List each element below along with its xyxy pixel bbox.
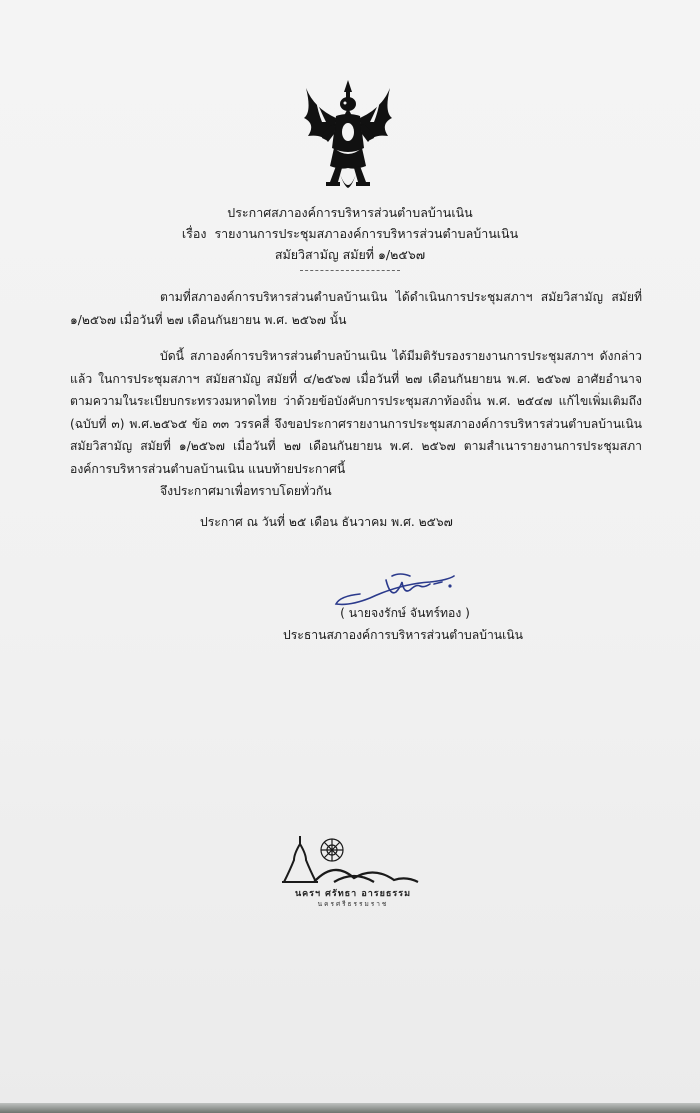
paragraph-1 (70, 286, 642, 331)
logo-text: นครฯ ศรัทธา อารยธรรม (294, 889, 411, 899)
page-edge-strip (0, 1103, 700, 1113)
announcement-date: ประกาศ ณ วันที่ ๒๕ เดือน ธันวาคม พ.ศ. ๒๕๖๗ (200, 515, 453, 529)
paragraph-2-text: บัดนี้ สภาองค์การบริหารส่วนตำบลบ้านเนิน ได้มีมติรับรองรายงานการประชุมสภาฯ ดังกล่าวแล้ว ในการประชุมสภาฯ สมัยสามัญ สมัยที่ ๔/๒๕๖๗ เมื่อวันที่ ๒๗ เดือนกันยายน พ.ศ. ๒๕๖๗ อาศัยอำนาจตามความในระเบียบกระทรวงมหาดไทย ว่าด้วยข้อบังคับการประชุมสภาท้องถิ่น พ.ศ. ๒๕๔๗ แก้ไขเพิ่มเติมถึง (ฉบับที่ ๓) พ.ศ.๒๕๖๕ ข้อ ๓๓ วรรคสี่ จึงขอประกาศรายงานการประชุมสภาองค์การบริหารส่วนตำบลบ้านเนิน สมัยวิสามัญ สมัยที่ ๑/๒๕๖๗ เมื่อวันที่ ๒๗ เดือนกันยายน พ.ศ. ๒๕๖๗ ตามสำเนารายงานการประชุมสภาองค์การบริหารส่วนตำบลบ้านเนิน แนบท้ายประกาศนี้ (70, 349, 642, 476)
garuda-emblem-icon (300, 78, 396, 196)
session-line: สมัยวิสามัญ สมัยที่ ๑/๒๕๖๗ (274, 247, 426, 262)
announcement-subject (0, 225, 700, 242)
signer-position: ประธานสภาองค์การบริหารส่วนตำบลบ้านเนิน (283, 628, 523, 642)
paragraph-3: จึงประกาศมาเพื่อทราบโดยทั่วกัน (160, 484, 332, 498)
subject-text: รายงานการประชุมสภาองค์การบริหารส่วนตำบลบ้านเนิน (214, 226, 519, 241)
announcement-title: ประกาศสภาองค์การบริหารส่วนตำบลบ้านเนิน (227, 205, 473, 220)
header-divider (300, 270, 400, 271)
signer-name: ( นายจงรักษ์ จันทร์ทอง ) (340, 606, 470, 620)
paragraph-1-text: ตามที่สภาองค์การบริหารส่วนตำบลบ้านเนิน ได้ดำเนินการประชุมสภาฯ สมัยวิสามัญ สมัยที่ ๑/๒๕๖๗ เมื่อวันที่ ๒๗ เดือนกันยายน พ.ศ. ๒๕๖๗ นั้น (70, 290, 642, 327)
subject-label: เรื่อง (181, 226, 207, 241)
paragraph-2 (70, 345, 642, 480)
logo-subtext: นครศรีธรรมราช (317, 900, 389, 908)
